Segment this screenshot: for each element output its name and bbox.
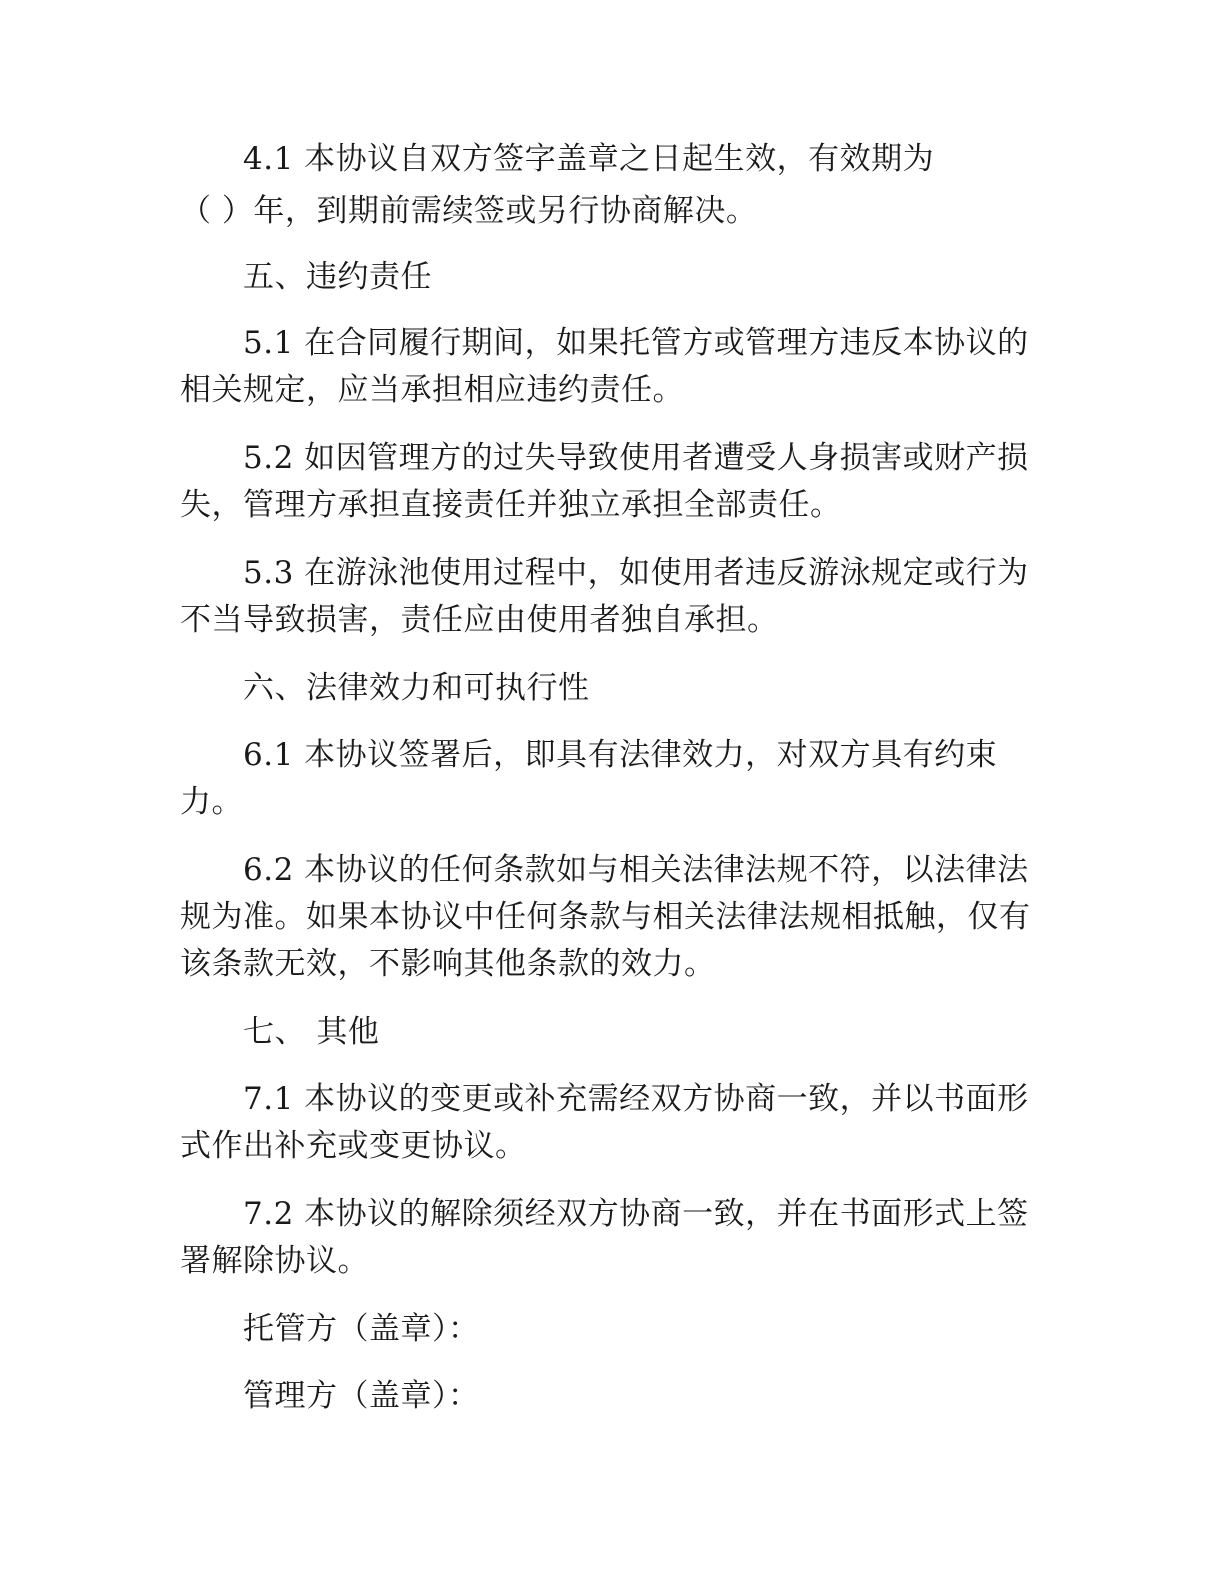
section-heading-6: 六、法律效力和可执行性	[243, 670, 590, 706]
clause-6-2-line-1: 6.2 本协议的任何条款如与相关法律法规不符，以法律法	[243, 852, 1029, 888]
clause-6-1-line-1: 6.1 本协议签署后，即具有法律效力，对双方具有约束	[243, 737, 998, 773]
clause-6-2-line-2: 规为准。如果本协议中任何条款与相关法律法规相抵触，仅有	[180, 899, 1031, 935]
clause-5-2-line-1: 5.2 如因管理方的过失导致使用者遭受人身损害或财产损	[243, 440, 1029, 476]
clause-5-2-line-2: 失，管理方承担直接责任并独立承担全部责任。	[180, 487, 842, 523]
clause-4-1-line-1: 4.1 本协议自双方签字盖章之日起生效，有效期为	[243, 141, 935, 177]
clause-5-1-line-2: 相关规定，应当承担相应违约责任。	[180, 372, 684, 408]
clause-5-3-line-1: 5.3 在游泳池使用过程中，如使用者违反游泳规定或行为	[243, 555, 1029, 591]
clause-6-1-line-2: 力。	[180, 784, 243, 820]
clause-7-2-line-2: 署解除协议。	[180, 1243, 369, 1279]
section-heading-7: 七、 其他	[243, 1014, 380, 1050]
signature-custodian: 托管方（盖章）：	[243, 1311, 480, 1347]
clause-4-1-line-2: （ ）年，到期前需续签或另行协商解决。	[180, 193, 758, 229]
section-heading-5: 五、违约责任	[243, 259, 432, 295]
clause-7-1-line-1: 7.1 本协议的变更或补充需经双方协商一致，并以书面形	[243, 1081, 1029, 1117]
clause-7-2-line-1: 7.2 本协议的解除须经双方协商一致，并在书面形式上签	[243, 1196, 1029, 1232]
clause-5-3-line-2: 不当导致损害，责任应由使用者独自承担。	[180, 602, 779, 638]
signature-manager: 管理方（盖章）：	[243, 1378, 480, 1414]
clause-5-1-line-1: 5.1 在合同履行期间，如果托管方或管理方违反本协议的	[243, 325, 1029, 361]
clause-7-1-line-2: 式作出补充或变更协议。	[180, 1128, 527, 1164]
clause-6-2-line-3: 该条款无效，不影响其他条款的效力。	[180, 946, 716, 982]
